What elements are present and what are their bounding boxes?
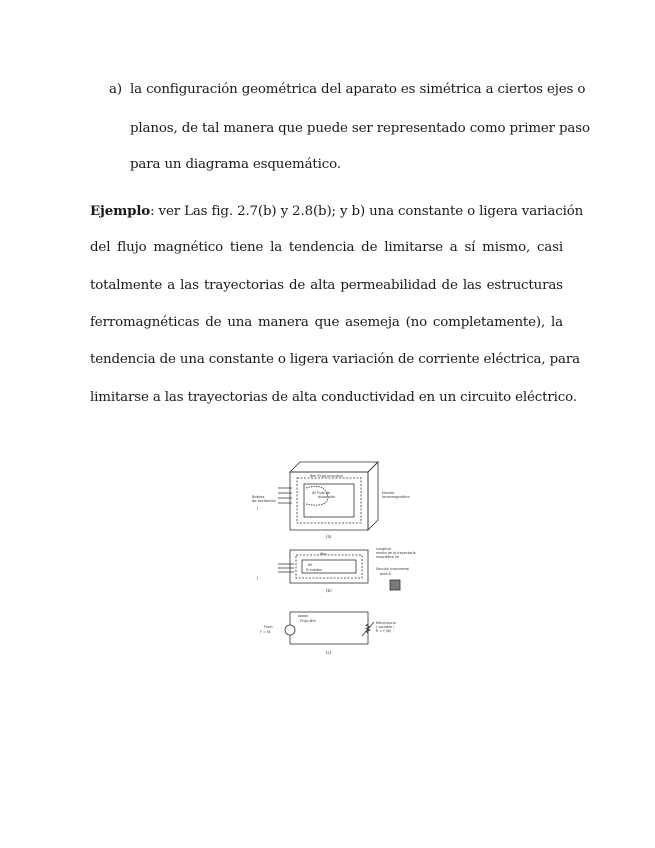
word: permeabilidad: [340, 278, 437, 293]
mmf-source: [285, 625, 295, 635]
fig-a-caption: (a): [326, 534, 332, 539]
fig-a-flux-main: Φm Flujo principal: [310, 474, 343, 478]
example-line-4: [90, 315, 563, 331]
example-line-2: [90, 240, 563, 256]
fig-a-current: i: [257, 507, 259, 512]
word: tiene: [229, 240, 264, 255]
word: de: [441, 278, 458, 293]
fig-b-length-1: Longitud: [376, 547, 391, 551]
fig-a-label-right-1: Núcleo: [382, 491, 395, 495]
figure-c: [285, 612, 374, 644]
word: casi: [536, 240, 563, 255]
word: totalmente: [90, 278, 163, 293]
fig-b-section-1: Sección transversal: [376, 567, 410, 571]
fig-b-length-3: magnética lm: [376, 555, 400, 559]
cross-section-square: [390, 580, 400, 590]
word: a: [449, 240, 458, 255]
list-item-a-line-3: para un diagrama esquemático.: [130, 157, 341, 172]
core-top: [290, 462, 378, 472]
word: de: [361, 240, 378, 255]
core-front: [290, 472, 368, 530]
flux-path-a: [297, 478, 361, 523]
word: una: [227, 315, 253, 330]
fig-a-flux-leak-2: dispersión: [318, 495, 336, 499]
word: (no: [405, 315, 428, 330]
fig-c-caption: (c): [326, 650, 332, 655]
list-marker-a: a): [109, 82, 122, 97]
fig-c-reluctance-3: R = f (Φ): [376, 629, 391, 633]
word: la: [270, 240, 283, 255]
word: completamente),: [432, 315, 546, 330]
fig-a-label-left-1: Bobina: [252, 495, 265, 499]
word: magnético: [153, 240, 224, 255]
word: mismo,: [482, 240, 531, 255]
list-item-a-line-2: planos, de tal manera que puede ser representado como primer paso: [130, 121, 590, 136]
list-item-a-line-1: la configuración geométrica del aparato es simétrica a ciertos ejes o: [130, 82, 586, 97]
coil-b: [278, 564, 294, 572]
fig-b-flux: Φm: [320, 551, 327, 556]
fig-c-source-1: Fmm: [264, 625, 273, 629]
word: de: [288, 278, 306, 293]
word: limitarse: [384, 240, 443, 255]
word: que: [314, 315, 340, 330]
example-first-line-text: : ver Las fig. 2.7(b) y 2.8(b); y b) una constante o ligera variación: [150, 204, 584, 219]
word: de: [205, 315, 222, 330]
word: manera: [258, 315, 309, 330]
word: sí: [464, 240, 476, 255]
core-b-path: [296, 555, 362, 578]
word: estructuras: [486, 278, 563, 293]
fig-b-current: i: [257, 577, 259, 582]
word: alta: [310, 278, 336, 293]
fig-b-caption: (b): [326, 588, 332, 593]
fig-c-reluctance-2: ( variable ): [376, 625, 395, 629]
example-line-6: limitarse a las trayectorias de alta conductividad en un circuito eléctrico.: [90, 390, 577, 405]
magnetic-circuit-figure: [248, 458, 416, 668]
fig-b-length-2: media de la trayectoria: [376, 551, 416, 555]
fig-b-turns: N vueltas: [306, 568, 322, 572]
word: las: [180, 278, 199, 293]
fig-a-label-right-2: ferromagnético: [382, 495, 410, 499]
fig-a-flux-leak-1: Φl Flujo de: [312, 491, 331, 495]
word: flujo: [117, 240, 147, 255]
word: la: [551, 315, 563, 330]
word: ferromagnéticas: [90, 315, 200, 330]
example-label: Ejemplo: [90, 203, 151, 219]
core-window: [304, 484, 354, 517]
fig-c-source-2: F = Ni: [260, 630, 271, 634]
word: a: [167, 278, 176, 293]
fig-b-leak: Φl: [308, 563, 312, 567]
word: del: [90, 240, 111, 255]
fig-b-section-2: área A: [380, 572, 391, 576]
fig-a-label-left-2: de excitación: [252, 499, 276, 503]
fig-c-flux: Flujo Φm: [300, 619, 317, 623]
word: trayectorias: [203, 278, 284, 293]
word: las: [462, 278, 482, 293]
example-line-1: [90, 203, 583, 220]
word: tendencia: [288, 240, 355, 255]
word: asemeja: [345, 315, 400, 330]
example-line-5: tendencia de una constante o ligera variación de corriente eléctrica, para: [90, 352, 580, 367]
fig-c-reluctance-1: Reluctancia: [376, 621, 396, 625]
example-line-3: [90, 278, 563, 294]
circuit-c-loop: [290, 612, 368, 644]
core-side: [368, 462, 378, 530]
